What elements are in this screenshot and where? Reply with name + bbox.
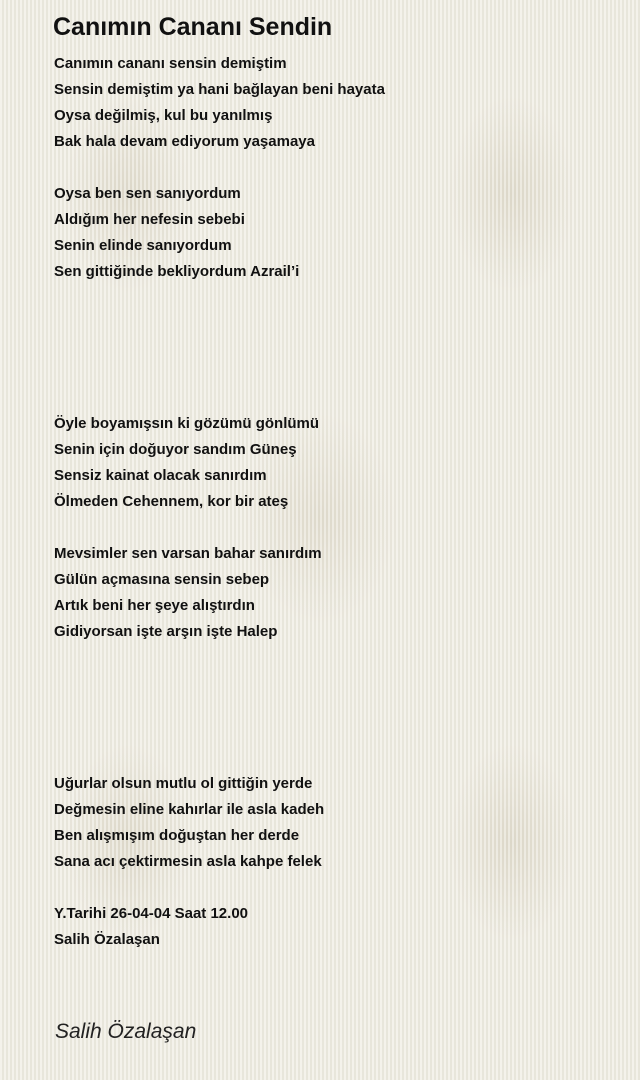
poem-line: Mevsimler sen varsan bahar sanırdım xyxy=(54,545,322,562)
poem-line: Oysa ben sen sanıyordum xyxy=(54,185,241,202)
poem-line: Sensin demiştim ya hani bağlayan beni hayata xyxy=(54,81,385,98)
poem-line: Senin için doğuyor sandım Güneş xyxy=(54,441,297,458)
poem-line: Senin elinde sanıyordum xyxy=(54,237,232,254)
author-signature: Salih Özalaşan xyxy=(55,1020,197,1043)
poem-line: Bak hala devam ediyorum yaşamaya xyxy=(54,133,315,150)
poem-title: Canımın Cananı Sendin xyxy=(53,13,333,41)
poem-line: Canımın cananı sensin demiştim xyxy=(54,55,287,72)
poem-line: Uğurlar olsun mutlu ol gittiğin yerde xyxy=(54,775,313,792)
poem-line: Gidiyorsan işte arşın işte Halep xyxy=(54,623,278,640)
poem-author-line: Salih Özalaşan xyxy=(54,931,160,948)
poem-line: Sensiz kainat olacak sanırdım xyxy=(54,467,267,484)
stanza-3 xyxy=(54,411,319,515)
stanza-footer xyxy=(54,901,248,953)
poem-line: Ölmeden Cehennem, kor bir ateş xyxy=(54,493,289,510)
poem-line: Öyle boyamışsın ki gözümü gönlümü xyxy=(54,415,320,432)
stanza-4 xyxy=(54,541,322,645)
poem-line: Değmesin eline kahırlar ile asla kadeh xyxy=(54,801,325,818)
stanza-1 xyxy=(54,51,385,155)
stanza-5 xyxy=(54,771,324,875)
poem-line: Sen gittiğinde bekliyordum Azrail’i xyxy=(54,263,300,280)
poem-line: Ben alışmışım doğuştan her derde xyxy=(54,827,300,844)
poem-date-line: Y.Tarihi 26-04-04 Saat 12.00 xyxy=(54,905,249,922)
poem-line: Sana acı çektirmesin asla kahpe felek xyxy=(54,853,322,870)
poem-line: Aldığım her nefesin sebebi xyxy=(54,211,245,228)
poem-line: Artık beni her şeye alıştırdın xyxy=(54,597,255,614)
poem-line: Oysa değilmiş, kul bu yanılmış xyxy=(54,107,273,124)
poem-line: Gülün açmasına sensin sebep xyxy=(54,571,270,588)
stanza-2 xyxy=(54,181,299,285)
